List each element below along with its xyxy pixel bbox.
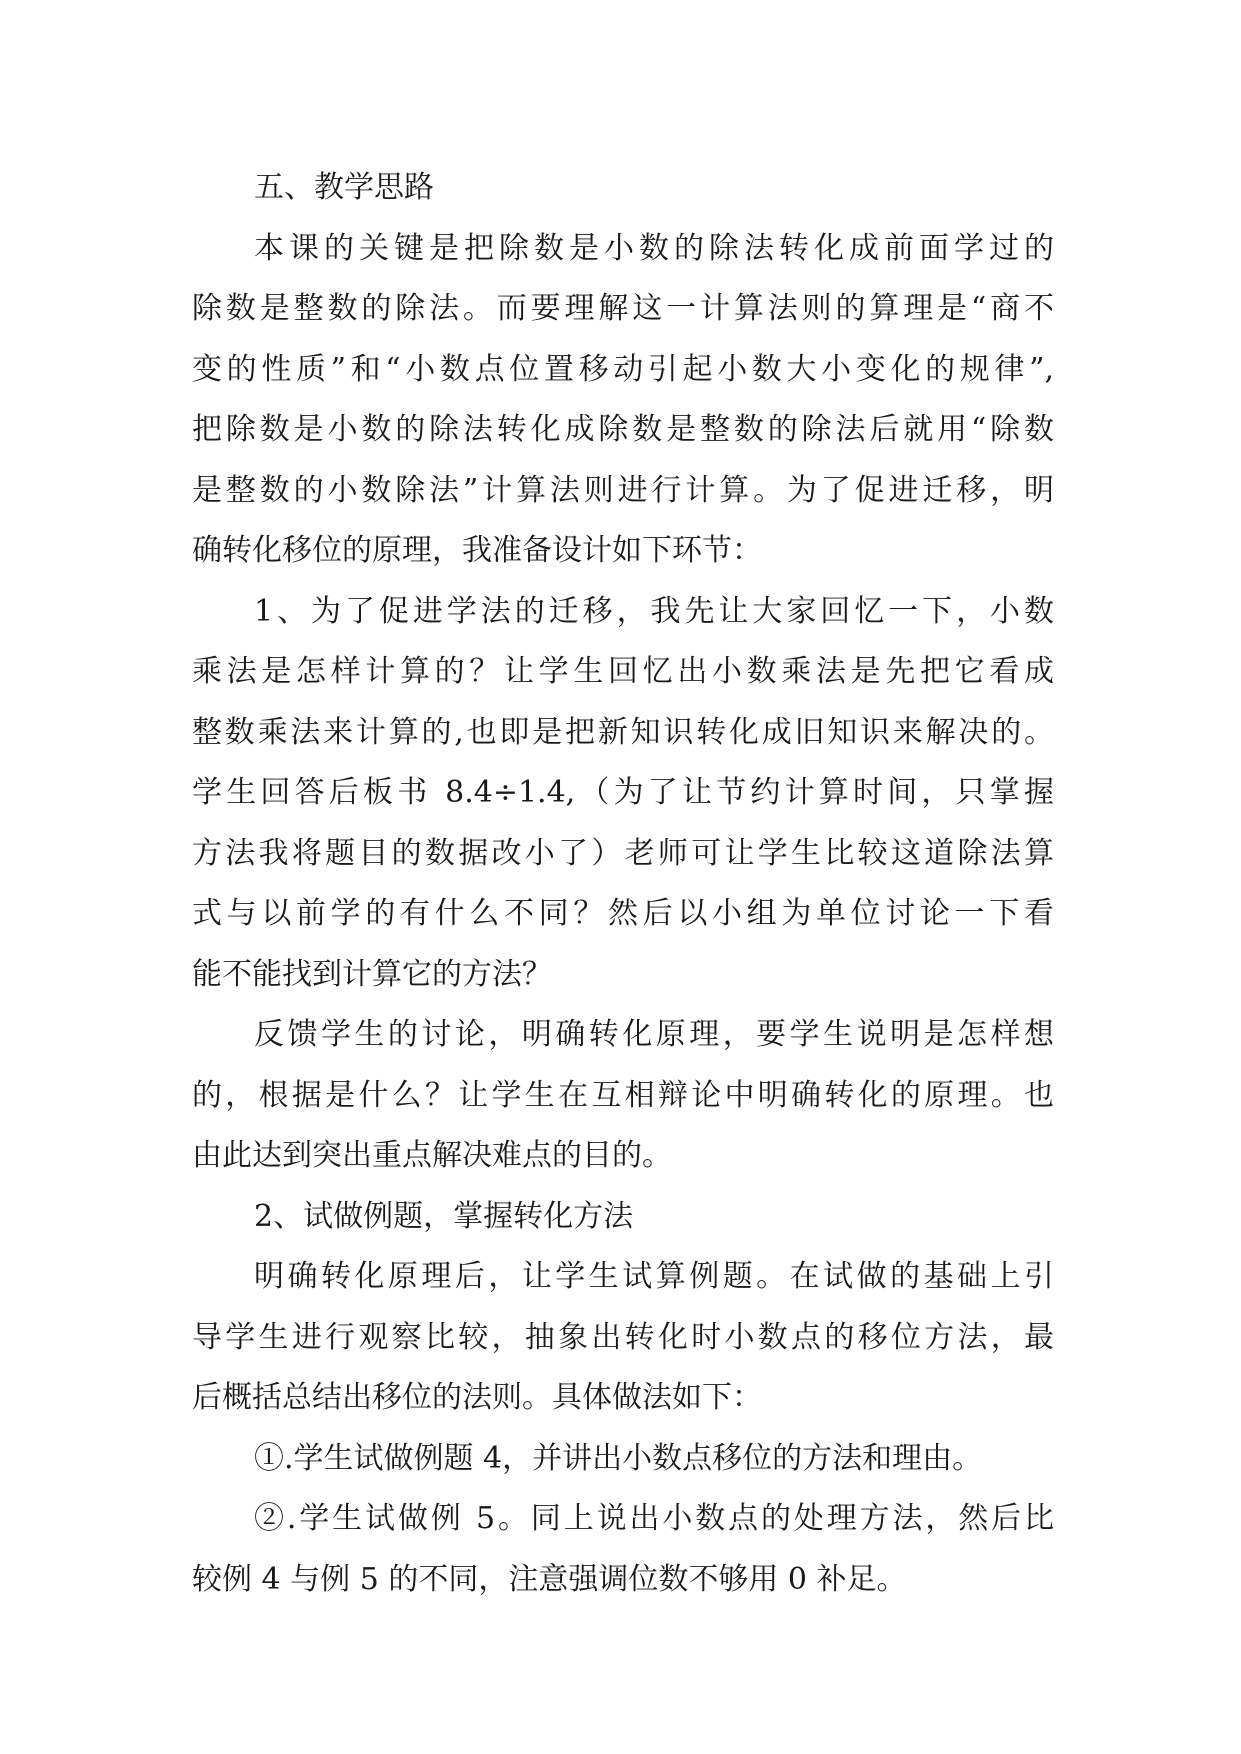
text-line: 1、为了促进学法的迁移，我先让大家回忆一下，小数 <box>254 593 1054 629</box>
text-line: 能不能找到计算它的方法？ <box>192 956 552 992</box>
text-line: 2、试做例题，掌握转化方法 <box>254 1198 634 1234</box>
text-line: 是整数的小数除法”计算法则进行计算。为了促进迁移，明 <box>192 472 1054 508</box>
text-line: 学生回答后板书 8.4÷1.4,（为了让节约计算时间，只掌握 <box>192 775 1054 810</box>
paragraph-step-2-heading <box>192 1187 1054 1248</box>
text-line: 明确转化原理后，让学生试算例题。在试做的基础上引 <box>254 1259 1054 1294</box>
text-line: 导学生进行观察比较，抽象出转化时小数点的移位方法，最 <box>192 1319 1054 1355</box>
paragraph-feedback <box>192 1005 1054 1187</box>
text-line: 把除数是小数的除法转化成除数是整数的除法后就用“除数 <box>192 412 1054 447</box>
paragraph-example-5 <box>192 1489 1054 1610</box>
text-line: 整数乘法来计算的,也即是把新知识转化成旧知识来解决的。 <box>192 714 1054 750</box>
paragraph-method <box>192 1247 1054 1429</box>
text-line: 的，根据是什么？让学生在互相辩论中明确转化的原理。也 <box>192 1077 1054 1113</box>
paragraph-key-point <box>192 219 1054 582</box>
text-line: 反馈学生的讨论，明确转化原理，要学生说明是怎样想 <box>254 1017 1054 1052</box>
text-line: 除数是整数的除法。而要理解这一计算法则的算理是“商不 <box>192 291 1054 326</box>
text-line: 乘法是怎样计算的？让学生回忆出小数乘法是先把它看成 <box>192 654 1054 689</box>
section-heading: 五、教学思路 <box>254 170 434 205</box>
text-line: 式与以前学的有什么不同？然后以小组为单位讨论一下看 <box>192 896 1054 931</box>
text-line: ①.学生试做例题 4，并讲出小数点移位的方法和理由。 <box>254 1440 983 1476</box>
text-line: 确转化移位的原理，我准备设计如下环节： <box>192 533 762 568</box>
paragraph-step-1 <box>192 582 1054 1006</box>
paragraph-example-4 <box>192 1429 1054 1490</box>
text-line: 由此达到突出重点解决难点的目的。 <box>192 1138 672 1173</box>
text-line: 较例 4 与例 5 的不同，注意强调位数不够用 0 补足。 <box>192 1561 907 1597</box>
text-line: 后概括总结出移位的法则。具体做法如下： <box>192 1380 762 1415</box>
text-line: 方法我将题目的数据改小了）老师可让学生比较这道除法算 <box>192 835 1054 871</box>
text-line: 变的性质”和“小数点位置移动引起小数大小变化的规律”, <box>192 351 1054 387</box>
document-body <box>192 158 1054 1610</box>
text-line: 本课的关键是把除数是小数的除法转化成前面学过的 <box>254 230 1054 266</box>
text-line: ②.学生试做例 5。同上说出小数点的处理方法，然后比 <box>254 1501 1054 1536</box>
